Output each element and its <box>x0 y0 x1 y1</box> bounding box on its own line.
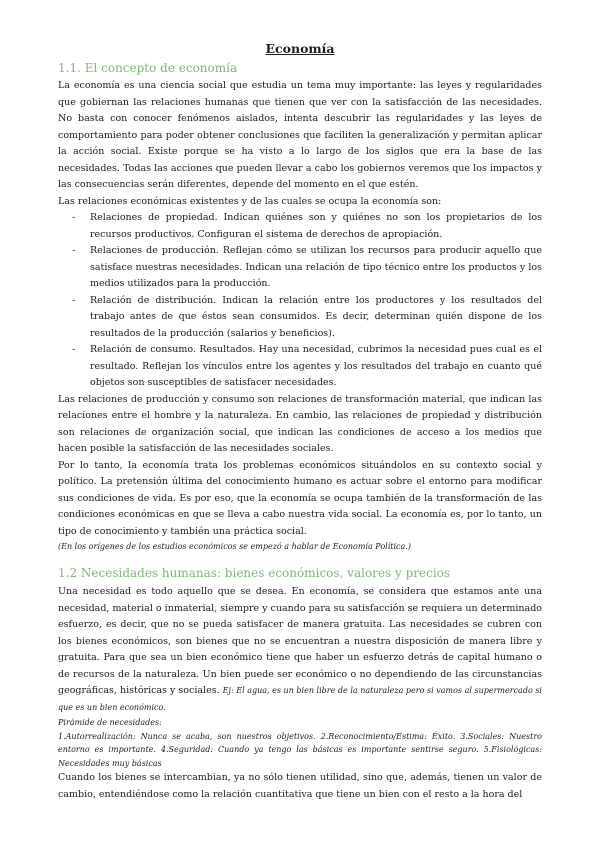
list-dash: - <box>72 212 76 223</box>
list-dash: - <box>72 294 76 306</box>
document-title: Economía <box>265 41 335 56</box>
pyramid-levels: 1.Autorrealización: Nunca se acaba, son nuestros objetivos. 2.Reconocimiento/Estima: Éxito. 3.Sociales: Nuestro entorno es importante. 4.Seguridad: Cuando ya tengo las básicas es importante sentirse seguro. 5.Fisiológicas: Necesidades muy básicas <box>58 731 542 768</box>
list-dash: - <box>72 245 76 256</box>
list-item-text: Relación de consumo. Resultados. Hay una necesidad, cubrimos la necesidad pues cual es el resultado. Reflejan los vínculos entre los agentes y los resultados del trabajo en cuanto qué objetos son susceptibles de satisfacer necesidades. <box>90 344 542 388</box>
section-1-paragraph-3: Las relaciones de producción y consumo son relaciones de transformación material, que indican las relaciones entre el hombre y la naturaleza. En cambio, las relaciones de propiedad y distribución son relaciones de organización social, que indican las condiciones de acceso a los medios que hacen posible la satisfacción de las necesidades sociales. <box>58 393 542 454</box>
section-2-heading: 1.2 Necesidades humanas: bienes económicos, valores y precios <box>58 566 451 580</box>
section-1-paragraph-2: Las relaciones económicas existentes y de las cuales se ocupa la economía son: <box>58 195 442 207</box>
section-1-paragraph-1: La economía es una ciencia social que estudia un tema muy importante: las leyes y regularidades que gobiernan las relaciones humanas que tienen que ver con la satisfacción de las necesidades. No basta con conocer fenómenos aislados, intenta descubrir las regularidades y las leyes de comportamiento para poder obtener conclusiones que faciliten la generalización y permitan aplicar la acción social. Existe porque se ha visto a lo largo de los siglos que era la base de las necesidades. Todas las acciones que pueden llevar a cabo los gobiernos veremos que los impactos y las consecuencias serán diferentes, depende del momento en el que estén. <box>58 80 542 190</box>
list-item-text: Relaciones de producción. Reflejan cómo se utilizan los recursos para producir aquello que satisface nuestras necesidades. Indican una relación de tipo técnico entre los productos y los medios utilizados para la producción. <box>90 245 542 289</box>
economic-relations-list <box>58 210 542 392</box>
list-item <box>72 210 542 243</box>
section-1-paragraph-4: Por lo tanto, la economía trata los problemas económicos situándolos en su contexto social y político. La pretensión última del conocimiento humano es actuar sobre el entorno para modificar sus condiciones de vida. Es por eso, que la economía se ocupa también de la transformación de las condiciones económicas en que se lleva a cabo nuestra vida social. La economía es, por lo tanto, un tipo de conocimiento y también una práctica social. <box>58 459 542 537</box>
section-1-note: (En los orígenes de los estudios económicos se empezó a hablar de Economía Política.) <box>58 542 411 551</box>
water-example: Ej: El agua, es un bien libre de la naturaleza pero si vamos al supermercado si que es un bien económico. <box>58 686 542 712</box>
document-page <box>58 0 542 803</box>
section-1-heading: 1.1. El concepto de economía <box>58 61 238 75</box>
section-2-paragraph-1-text: Una necesidad es todo aquello que se desea. En economía, se considera que estamos ante una necesidad, material o inmaterial, siempre y cuando para su satisfacción se requiera un determinado esfuerzo, es decir, que no se pueda satisfacer de manera gratuita. Las necesidades se cubren con los bienes económicos, son bienes que no se encuentran a nuestra disposición de manera libre y gratuita. Para que sea un bien económico tiene que haber un esfuerzo detrás de capital humano o de recursos de la naturaleza. Un bien puede ser económico o no dependiendo de las circunstancias geográficas, históricas y sociales. <box>58 586 542 696</box>
pyramid-title: Pirámide de necesidades: <box>58 718 162 727</box>
list-item <box>72 243 542 293</box>
section-2-paragraph-1 <box>58 584 542 716</box>
list-dash: - <box>72 344 76 355</box>
list-item-text: Relación de distribución. Indican la relación entre los productores y los resultados del trabajo antes de que éstos sean consumidos. Es decir, determinan quién dispone de los resultados de la producción (salarios y beneficios). <box>90 294 542 339</box>
section-2-paragraph-2: Cuando los bienes se intercambian, ya no sólo tienen utilidad, sino que, además, tienen un valor de cambio, entendiéndose como la relación cuantitativa que tiene un bien con el resto a la hora del <box>58 772 542 800</box>
list-item <box>72 342 542 392</box>
list-item <box>72 293 542 343</box>
list-item-text: Relaciones de propiedad. Indican quiénes son y quiénes no son los propietarios de los recursos productivos. Configuran el sistema de derechos de apropiación. <box>90 212 542 240</box>
